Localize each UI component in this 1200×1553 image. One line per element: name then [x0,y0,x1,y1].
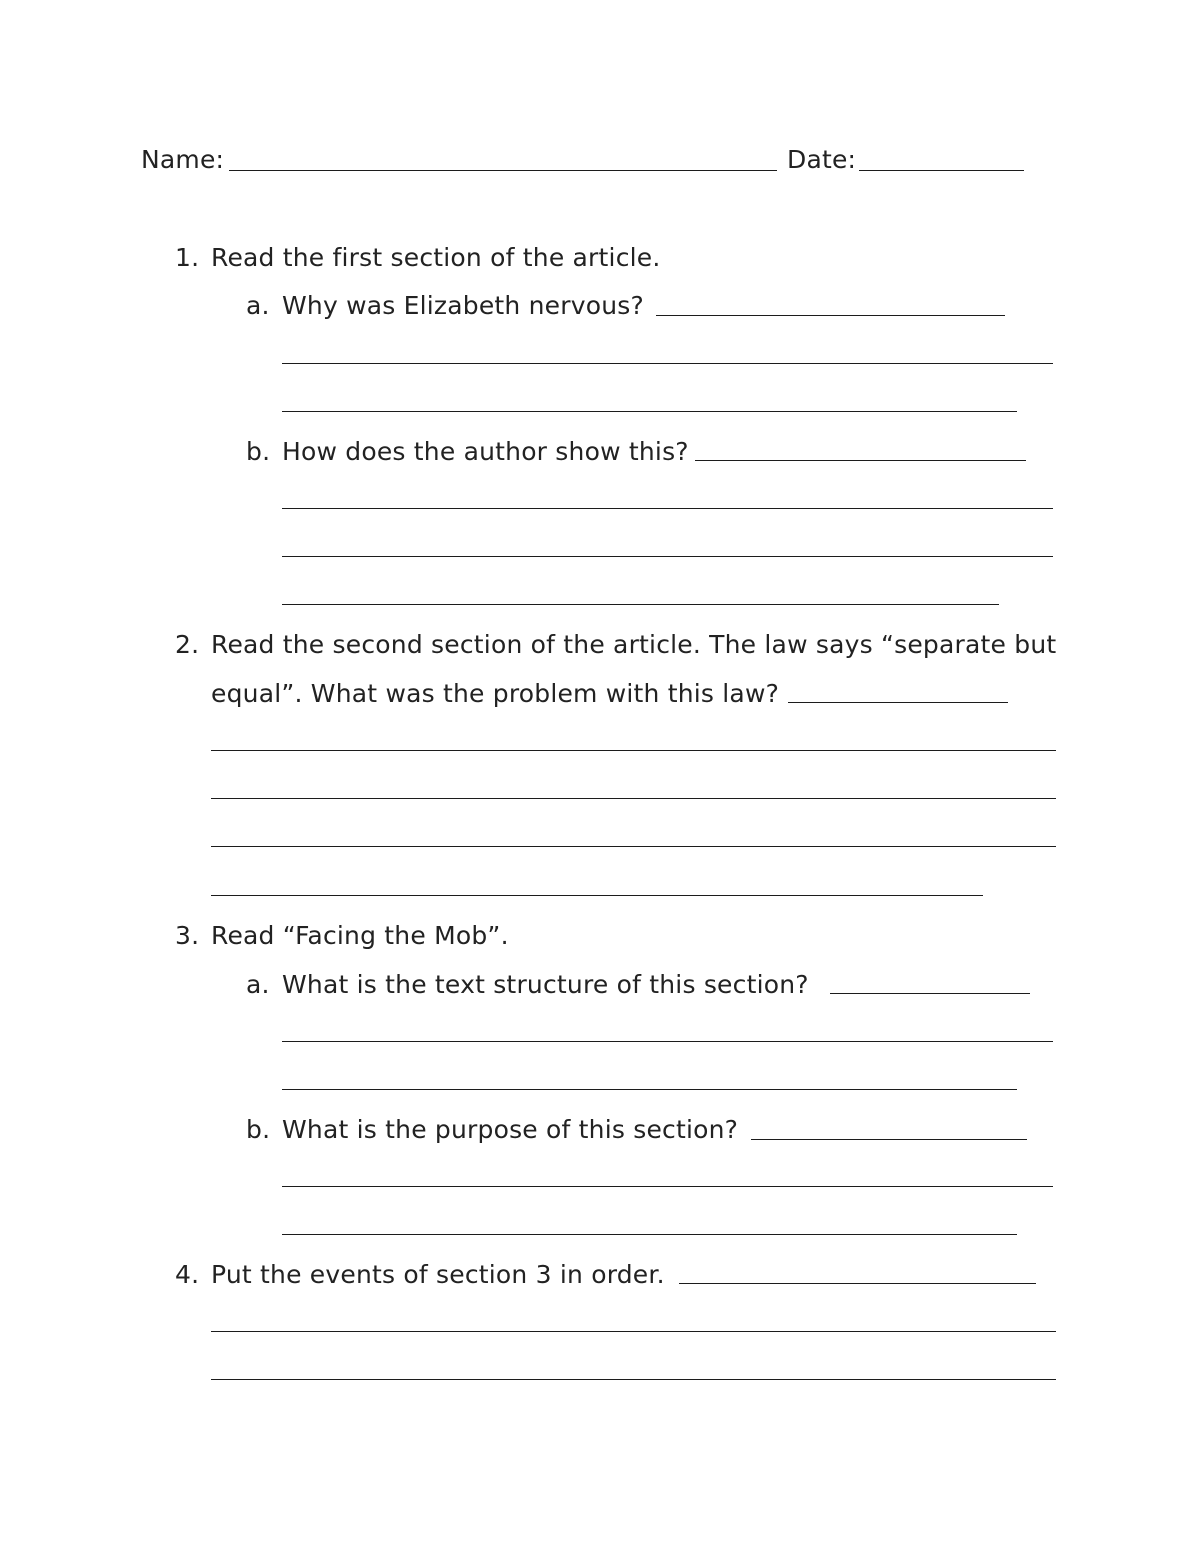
q2-number: 2. [175,630,200,659]
q3-prompt: Read “Facing the Mob”. [211,921,509,950]
q2-prompt-line1: Read the second section of the article. The law says “separate but [211,630,1057,659]
q3b-question: What is the purpose of this section? [282,1115,739,1144]
q1b-letter: b. [246,437,271,466]
q3a-answer-line[interactable] [282,1089,1017,1090]
q2-answer-line[interactable] [211,798,1056,799]
q1b-answer-line[interactable] [282,556,1053,557]
q1-prompt: Read the first section of the article. [211,243,661,272]
name-answer-line[interactable] [229,170,777,171]
q2-answer-line[interactable] [788,702,1008,703]
q3b-answer-line[interactable] [282,1186,1053,1187]
q3-number: 3. [175,921,200,950]
q1a-answer-line[interactable] [656,315,1005,316]
q1-number: 1. [175,243,200,272]
q1b-answer-line[interactable] [282,508,1053,509]
q4-answer-line[interactable] [679,1283,1036,1284]
q3a-question: What is the text structure of this section? [282,970,809,999]
q1a-letter: a. [246,291,270,320]
q1a-answer-line[interactable] [282,363,1053,364]
q4-number: 4. [175,1260,200,1289]
q3b-answer-line[interactable] [282,1234,1017,1235]
q2-prompt-line2: equal”. What was the problem with this law? [211,679,780,708]
date-answer-line[interactable] [859,170,1024,171]
q4-answer-line[interactable] [211,1379,1056,1380]
q4-answer-line[interactable] [211,1331,1056,1332]
q3a-answer-line[interactable] [282,1041,1053,1042]
q2-answer-line[interactable] [211,895,983,896]
q1b-question: How does the author show this? [282,437,689,466]
q1b-answer-line[interactable] [695,460,1026,461]
q1b-answer-line[interactable] [282,604,999,605]
name-label: Name: [141,145,225,174]
q3b-answer-line[interactable] [751,1139,1027,1140]
q2-answer-line[interactable] [211,846,1056,847]
q4-prompt: Put the events of section 3 in order. [211,1260,665,1289]
q3a-letter: a. [246,970,270,999]
q3a-answer-line[interactable] [830,993,1030,994]
q3b-letter: b. [246,1115,271,1144]
q1a-question: Why was Elizabeth nervous? [282,291,644,320]
date-label: Date: [787,145,857,174]
q2-answer-line[interactable] [211,750,1056,751]
q1a-answer-line[interactable] [282,411,1017,412]
